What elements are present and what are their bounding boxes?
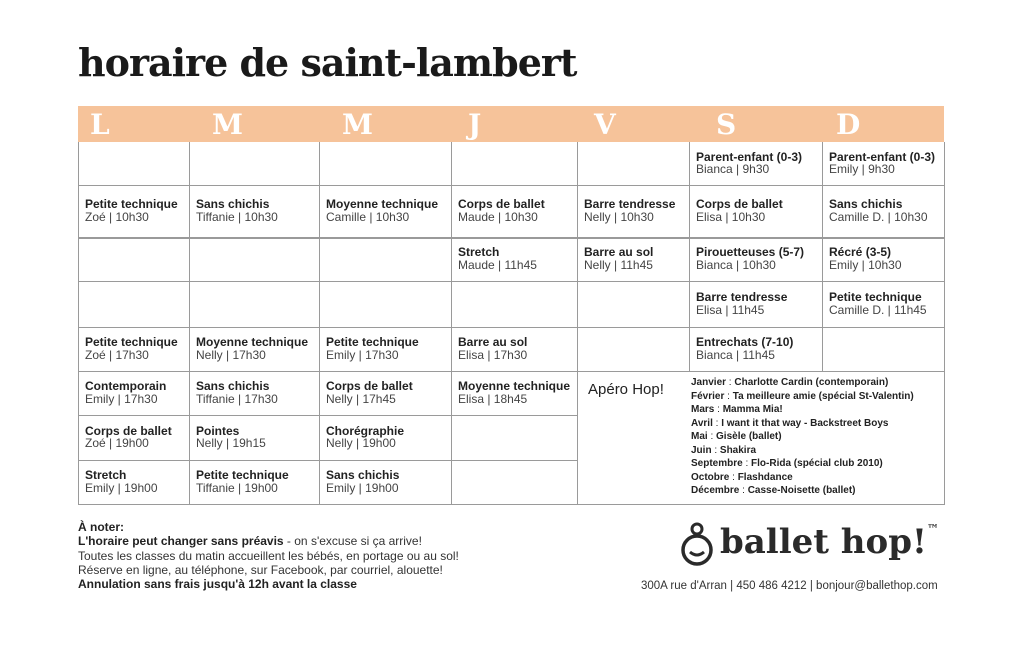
class-entry	[584, 198, 675, 223]
day-saturday: S	[716, 108, 737, 141]
apero-month-item: Octobre : Flashdance	[691, 471, 793, 483]
class-name: Petite technique	[85, 335, 178, 349]
class-instructor-time: Camille D. | 10h30	[829, 209, 928, 224]
class-entry	[829, 151, 935, 176]
class-instructor-time: Bianca | 10h30	[696, 257, 776, 272]
class-name: Barre tendresse	[696, 290, 788, 304]
grid-border-bottom	[78, 504, 944, 505]
class-entry	[696, 291, 787, 316]
class-entry	[696, 336, 793, 361]
class-entry	[696, 151, 802, 176]
class-name: Sans chichis	[326, 468, 400, 482]
class-instructor-time: Elisa | 18h45	[458, 391, 528, 406]
class-entry	[85, 198, 178, 223]
class-name: Petite technique	[196, 468, 289, 482]
class-instructor-time: Nelly | 10h30	[584, 209, 654, 224]
brand-name: ballet hop!™	[720, 522, 939, 562]
class-name: Petite technique	[829, 290, 922, 304]
ballerina-icon	[680, 522, 714, 568]
class-name: Pirouetteuses (5-7)	[696, 245, 805, 259]
notes-line-2: Toutes les classes du matin accueillent les bébés, en portage ou au sol!	[78, 548, 459, 563]
class-instructor-time: Emily | 17h30	[326, 347, 399, 362]
class-entry	[458, 336, 527, 361]
class-instructor-time: Zoé | 10h30	[85, 209, 149, 224]
class-name: Sans chichis	[196, 379, 270, 393]
class-instructor-time: Elisa | 17h30	[458, 347, 528, 362]
notes-block	[78, 520, 459, 591]
class-entry	[829, 246, 902, 271]
grid-row-line	[78, 371, 944, 372]
class-instructor-time: Maude | 11h45	[458, 257, 537, 272]
apero-hop-months	[691, 376, 914, 498]
apero-month-item: Février : Ta meilleure amie (spécial St-Valentin)	[691, 390, 914, 402]
class-entry	[458, 380, 570, 405]
class-entry	[326, 380, 413, 405]
class-name: Stretch	[458, 245, 500, 259]
class-instructor-time: Emily | 10h30	[829, 257, 902, 272]
day-wednesday: M	[342, 108, 373, 141]
class-instructor-time: Emily | 19h00	[85, 480, 158, 495]
class-name: Moyenne technique	[196, 335, 309, 349]
class-name: Corps de ballet	[696, 197, 783, 211]
class-name: Corps de ballet	[458, 197, 545, 211]
grid-row-line	[78, 237, 944, 239]
class-entry	[196, 336, 308, 361]
class-name: Stretch	[85, 468, 127, 482]
page-title: horaire de saint-lambert	[78, 40, 577, 85]
grid-row-line	[78, 281, 944, 282]
class-instructor-time: Emily | 19h00	[326, 480, 399, 495]
class-instructor-time: Camille D. | 11h45	[829, 302, 927, 317]
class-entry	[196, 425, 266, 450]
class-name: Barre tendresse	[584, 197, 676, 211]
class-entry	[829, 291, 927, 316]
day-thursday: J	[468, 108, 482, 141]
class-entry	[85, 380, 166, 405]
class-entry	[326, 198, 438, 223]
grid-border-right	[944, 142, 945, 505]
class-name: Moyenne technique	[326, 197, 439, 211]
class-instructor-time: Elisa | 10h30	[696, 209, 766, 224]
class-entry	[584, 246, 653, 271]
class-instructor-time: Nelly | 17h30	[196, 347, 266, 362]
class-name: Parent-enfant (0-3)	[696, 149, 803, 164]
class-name: Contemporain	[85, 379, 167, 393]
class-name: Barre au sol	[458, 335, 528, 349]
day-tuesday: M	[212, 108, 243, 141]
class-entry	[696, 246, 804, 271]
class-instructor-time: Bianca | 9h30	[696, 162, 770, 176]
class-instructor-time: Tiffanie | 10h30	[196, 209, 278, 224]
class-name: Pointes	[196, 423, 240, 438]
notes-line-4: Annulation sans frais jusqu'à 12h avant la classe	[78, 577, 357, 592]
day-friday: V	[594, 108, 616, 141]
grid-col-line	[451, 142, 452, 504]
day-sunday: D	[836, 108, 861, 141]
class-instructor-time: Zoé | 19h00	[85, 436, 149, 450]
class-name: Petite technique	[326, 335, 419, 349]
apero-month-item: Janvier : Charlotte Cardin (contemporain)	[691, 377, 889, 388]
class-entry	[696, 198, 783, 223]
class-entry	[326, 336, 419, 361]
grid-col-line	[577, 142, 578, 504]
class-instructor-time: Emily | 9h30	[829, 162, 895, 176]
class-name: Corps de ballet	[326, 379, 413, 393]
class-entry	[85, 425, 172, 450]
notes-heading: À noter:	[78, 520, 124, 534]
class-instructor-time: Nelly | 19h15	[196, 436, 266, 450]
class-name: Corps de ballet	[85, 423, 172, 438]
notes-line-1	[78, 534, 459, 548]
apero-month-item: Mars : Mamma Mia!	[691, 404, 783, 415]
class-instructor-time: Camille | 10h30	[326, 209, 410, 224]
apero-month-item: Mai : Gisèle (ballet)	[691, 431, 782, 442]
grid-col-line	[319, 142, 320, 504]
class-entry	[196, 469, 289, 494]
class-entry	[326, 425, 404, 450]
apero-hop-title: Apéro Hop!	[588, 381, 664, 398]
apero-month-item: Décembre : Casse-Noisette (ballet)	[691, 485, 856, 496]
class-instructor-time: Nelly | 11h45	[584, 257, 653, 272]
class-instructor-time: Emily | 17h30	[85, 391, 158, 406]
grid-row-line	[78, 460, 577, 461]
class-instructor-time: Zoé | 17h30	[85, 347, 149, 362]
apero-month-item: Septembre : Flo-Rida (spécial club 2010)	[691, 458, 883, 469]
class-name: Sans chichis	[829, 197, 903, 211]
class-entry	[829, 198, 928, 223]
notes-line-1-bold: L'horaire peut changer sans préavis	[78, 534, 284, 549]
apero-month-item: Juin : Shakira	[691, 444, 757, 456]
grid-border-left	[78, 142, 79, 504]
class-entry	[458, 198, 545, 223]
day-monday: L	[90, 108, 110, 141]
class-name: Entrechats (7-10)	[696, 335, 794, 349]
grid-col-line	[189, 142, 190, 504]
class-entry	[458, 246, 537, 271]
class-name: Parent-enfant (0-3)	[829, 149, 936, 164]
day-header-band	[78, 106, 944, 142]
class-entry	[196, 198, 278, 223]
class-instructor-time: Maude | 10h30	[458, 209, 538, 224]
class-instructor-time: Nelly | 17h45	[326, 391, 396, 406]
contact-info: 300A rue d'Arran | 450 486 4212 | bonjour@ballethop.com	[641, 580, 938, 592]
class-name: Barre au sol	[584, 245, 654, 259]
class-instructor-time: Bianca | 11h45	[696, 347, 775, 362]
apero-month-item: Avril : I want it that way - Backstreet Boys	[691, 417, 889, 429]
class-instructor-time: Tiffanie | 19h00	[196, 480, 278, 495]
class-name: Chorégraphie	[326, 423, 405, 438]
class-name: Sans chichis	[196, 197, 270, 211]
class-entry	[85, 336, 178, 361]
class-instructor-time: Elisa | 11h45	[696, 302, 765, 317]
notes-line-3: Réserve en ligne, au téléphone, sur Facebook, par courriel, alouette!	[78, 562, 443, 577]
class-entry	[85, 469, 158, 494]
class-instructor-time: Tiffanie | 17h30	[196, 391, 278, 406]
class-name: Récré (3-5)	[829, 245, 892, 259]
notes-line-1-rest: - on s'excuse si ça arrive!	[283, 534, 422, 549]
grid-row-line	[78, 185, 944, 186]
grid-row-line	[78, 415, 577, 416]
class-entry	[196, 380, 278, 405]
class-entry	[326, 469, 399, 494]
grid-col-line	[822, 142, 823, 371]
grid-col-line	[689, 142, 690, 371]
grid-row-line	[78, 327, 944, 328]
class-instructor-time: Nelly | 19h00	[326, 436, 396, 450]
class-name: Moyenne technique	[458, 379, 571, 393]
class-name: Petite technique	[85, 197, 178, 211]
